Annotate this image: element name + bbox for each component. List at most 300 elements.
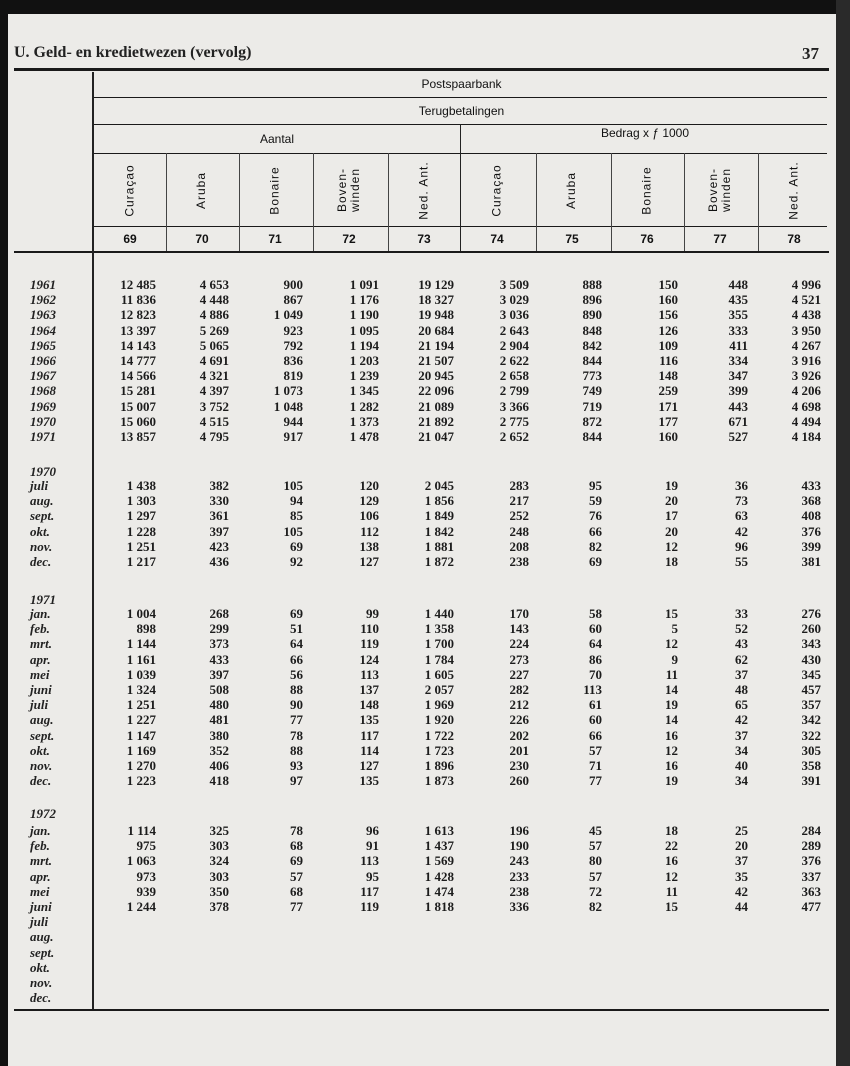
table-cell: 105: [283, 478, 303, 493]
aantal-heading: Aantal: [259, 132, 295, 146]
table-cell: 1 700: [424, 636, 454, 652]
table-cell: 12: [665, 636, 678, 652]
table-cell: 406: [209, 758, 229, 773]
table-cell: 64: [589, 636, 602, 652]
table-cell: 114: [360, 742, 379, 758]
table-cell: 72: [589, 883, 602, 899]
table-cell: 112: [360, 523, 379, 539]
table-cell: 1 091: [349, 277, 379, 292]
table-cell: 21 089: [418, 398, 454, 414]
table-cell: 324: [209, 853, 229, 869]
table-cell: 1 176: [349, 292, 379, 308]
table-cell: 36: [735, 478, 748, 493]
table-cell: 303: [209, 838, 229, 854]
table-row: [0, 914, 836, 929]
table-row: [0, 383, 836, 398]
table-cell: 21 507: [418, 353, 454, 368]
table-row: [0, 368, 836, 383]
table-cell: 357: [801, 697, 821, 713]
table-cell: 448: [728, 277, 748, 292]
table-cell: 333: [728, 322, 748, 338]
table-row: [0, 478, 836, 493]
table-cell: 322: [801, 727, 821, 743]
column-header: [758, 155, 830, 225]
row-label: feb.: [30, 621, 50, 637]
table-cell: 1 049: [273, 307, 303, 323]
table-cell: 480: [209, 697, 229, 713]
table-cell: 42: [735, 712, 748, 728]
table-cell: 1 873: [424, 773, 454, 789]
column-number: 76: [640, 232, 654, 246]
table-cell: 77: [589, 773, 602, 789]
table-cell: 238: [509, 554, 529, 569]
table-cell: 1 217: [126, 554, 156, 569]
table-cell: 3 752: [199, 398, 229, 414]
table-row: [0, 884, 836, 899]
column-header-label: Curaçao: [122, 163, 137, 217]
table-cell: 88: [290, 682, 303, 697]
table-cell: 343: [801, 636, 821, 652]
row-label: feb.: [30, 838, 50, 854]
table-cell: 1 722: [424, 727, 454, 743]
row-label: mei: [30, 666, 50, 682]
table-cell: 1 227: [126, 712, 156, 728]
table-cell: 66: [589, 523, 602, 539]
table-cell: 25: [735, 823, 748, 838]
table-cell: 1 969: [424, 697, 454, 713]
table-cell: 363: [801, 883, 821, 899]
table-row: [0, 524, 836, 539]
table-cell: 18 327: [418, 292, 454, 308]
table-cell: 116: [659, 353, 678, 368]
table-cell: 170: [509, 606, 529, 621]
table-cell: 334: [728, 353, 748, 368]
table-cell: 418: [209, 773, 229, 789]
table-cell: 58: [589, 606, 602, 621]
column-number: 75: [565, 232, 579, 246]
table-cell: 42: [735, 883, 748, 899]
table-cell: 917: [283, 429, 303, 444]
row-label: apr.: [30, 868, 51, 884]
row-label: apr.: [30, 651, 51, 667]
table-cell: 127: [359, 758, 379, 773]
table-cell: 34: [735, 773, 748, 789]
table-cell: 11: [665, 666, 678, 682]
row-label: 1962: [30, 292, 56, 308]
table-cell: 848: [582, 322, 602, 338]
column-number: 71: [268, 232, 282, 246]
table-row: [0, 728, 836, 743]
column-number: 73: [417, 232, 431, 246]
table-cell: 18: [665, 823, 678, 838]
table-row: [0, 853, 836, 868]
table-cell: 70: [589, 666, 602, 682]
table-row: [0, 323, 836, 338]
row-label: okt.: [30, 742, 50, 758]
table-cell: 773: [582, 368, 602, 384]
table-cell: 117: [360, 727, 379, 743]
table-cell: 1 144: [126, 636, 156, 652]
row-label: okt.: [30, 523, 50, 539]
table-cell: 276: [801, 606, 821, 621]
table-cell: 57: [290, 868, 303, 884]
table-cell: 86: [589, 651, 602, 667]
table-cell: 4 448: [199, 292, 229, 308]
table-cell: 69: [290, 606, 303, 621]
table-cell: 16: [665, 853, 678, 869]
table-cell: 457: [801, 682, 821, 697]
table-cell: 57: [589, 868, 602, 884]
table-cell: 433: [209, 651, 229, 667]
table-cell: 127: [359, 554, 379, 569]
column-number: 74: [490, 232, 504, 246]
table-cell: 1 437: [424, 838, 454, 854]
table-cell: 890: [582, 307, 602, 323]
table-cell: 3 950: [791, 322, 821, 338]
table-cell: 1 251: [126, 538, 156, 554]
table-cell: 325: [209, 823, 229, 838]
table-cell: 11 836: [120, 292, 156, 308]
table-cell: 44: [735, 899, 748, 914]
table-cell: 3 926: [791, 368, 821, 384]
row-label: aug.: [30, 493, 54, 509]
column-header: [684, 155, 756, 225]
table-cell: 411: [729, 337, 748, 353]
table-cell: 1 223: [126, 773, 156, 789]
table-cell: 284: [801, 823, 821, 838]
column-header: [166, 155, 238, 225]
table-cell: 1 063: [126, 853, 156, 869]
table-cell: 55: [735, 554, 748, 569]
table-cell: 4 691: [199, 353, 229, 368]
table-cell: 381: [801, 554, 821, 569]
table-cell: 60: [589, 712, 602, 728]
table-row: [0, 277, 836, 292]
table-cell: 5 269: [199, 322, 229, 338]
table-cell: 3 366: [499, 398, 529, 414]
table-cell: 65: [735, 697, 748, 713]
table-cell: 63: [735, 508, 748, 524]
row-label: juni: [30, 682, 52, 697]
table-cell: 423: [209, 538, 229, 554]
table-cell: 95: [589, 478, 602, 493]
table-cell: 397: [209, 666, 229, 682]
table-cell: 1 244: [126, 899, 156, 914]
row-label: sept.: [30, 727, 55, 743]
table-cell: 4 397: [199, 383, 229, 399]
table-cell: 226: [509, 712, 529, 728]
table-cell: 1 297: [126, 508, 156, 524]
table-row: [0, 554, 836, 569]
table-cell: 238: [509, 883, 529, 899]
row-label: 1963: [30, 307, 56, 323]
table-cell: 96: [735, 538, 748, 554]
row-label: jan.: [30, 606, 51, 621]
table-cell: 37: [735, 727, 748, 743]
column-header-label: Ned. Ant.: [416, 160, 431, 220]
row-label: dec.: [30, 990, 52, 1006]
table-row: [0, 838, 836, 853]
table-cell: 373: [209, 636, 229, 652]
table-cell: 201: [509, 742, 529, 758]
table-cell: 2 622: [499, 353, 529, 368]
table-cell: 477: [801, 899, 821, 914]
table-cell: 382: [209, 478, 229, 493]
table-cell: 1 239: [349, 368, 379, 384]
table-row: [0, 399, 836, 414]
table-cell: 88: [290, 742, 303, 758]
table-cell: 975: [136, 838, 156, 854]
table-cell: 35: [735, 868, 748, 884]
table-cell: 1 872: [424, 554, 454, 569]
table-cell: 399: [728, 383, 748, 399]
table-cell: 345: [801, 666, 821, 682]
table-cell: 260: [509, 773, 529, 789]
row-label: dec.: [30, 554, 52, 569]
table-cell: 2 799: [499, 383, 529, 399]
table-cell: 368: [801, 493, 821, 509]
table-cell: 282: [509, 682, 529, 697]
table-cell: 1 251: [126, 697, 156, 713]
table-cell: 71: [589, 758, 602, 773]
table-cell: 836: [283, 353, 303, 368]
table-cell: 20: [665, 493, 678, 509]
table-cell: 4 996: [791, 277, 821, 292]
table-cell: 51: [290, 621, 303, 637]
table-cell: 1 147: [126, 727, 156, 743]
table-cell: 4 886: [199, 307, 229, 323]
table-cell: 12 823: [120, 307, 156, 323]
table-cell: 22: [665, 838, 678, 854]
table-cell: 57: [589, 742, 602, 758]
table-cell: 13 397: [120, 322, 156, 338]
table-cell: 52: [735, 621, 748, 637]
bottom-rule: [14, 1009, 829, 1011]
column-header: [313, 155, 385, 225]
table-cell: 1 270: [126, 758, 156, 773]
table-cell: 1 073: [273, 383, 303, 399]
table-cell: 15 281: [120, 383, 156, 399]
table-cell: 350: [209, 883, 229, 899]
page-title: U. Geld- en kredietwezen (vervolg): [14, 44, 252, 61]
table-cell: 20 684: [418, 322, 454, 338]
table-row: [0, 539, 836, 554]
table-row: [0, 338, 836, 353]
table-cell: 91: [366, 838, 379, 854]
table-cell: 137: [359, 682, 379, 697]
table-cell: 1 842: [424, 523, 454, 539]
table-cell: 14: [665, 712, 678, 728]
table-cell: 443: [728, 398, 748, 414]
table-cell: 1 605: [424, 666, 454, 682]
table-cell: 248: [509, 523, 529, 539]
table-row: [0, 493, 836, 508]
table-cell: 1 345: [349, 383, 379, 399]
table-cell: 376: [801, 853, 821, 869]
table-cell: 1 474: [424, 883, 454, 899]
table-cell: 78: [290, 727, 303, 743]
table-cell: 1 478: [349, 429, 379, 444]
row-label: juni: [30, 899, 52, 914]
table-cell: 347: [728, 368, 748, 384]
row-label: 1964: [30, 322, 56, 338]
table-cell: 19: [665, 478, 678, 493]
table-cell: 2 658: [499, 368, 529, 384]
table-cell: 82: [589, 899, 602, 914]
table-cell: 671: [728, 413, 748, 429]
table-cell: 208: [509, 538, 529, 554]
table-cell: 1 004: [126, 606, 156, 621]
table-cell: 143: [509, 621, 529, 637]
column-header: [611, 155, 683, 225]
table-cell: 289: [801, 838, 821, 854]
table-cell: 358: [801, 758, 821, 773]
subgroup-heading: Terugbetalingen: [418, 104, 505, 118]
table-cell: 273: [509, 651, 529, 667]
table-cell: 4 438: [791, 307, 821, 323]
table-cell: 1 048: [273, 398, 303, 414]
table-row: [0, 414, 836, 429]
table-cell: 37: [735, 853, 748, 869]
table-cell: 973: [136, 868, 156, 884]
table-row: [0, 823, 836, 838]
row-label: dec.: [30, 773, 52, 789]
table-cell: 68: [290, 838, 303, 854]
table-cell: 408: [801, 508, 821, 524]
table-cell: 177: [658, 413, 678, 429]
table-cell: 160: [658, 292, 678, 308]
table-cell: 68: [290, 883, 303, 899]
column-header: [94, 155, 166, 225]
table-cell: 19 948: [418, 307, 454, 323]
table-cell: 1 358: [424, 621, 454, 637]
table-cell: 19: [665, 773, 678, 789]
table-cell: 4 206: [791, 383, 821, 399]
table-cell: 119: [360, 899, 379, 914]
table-cell: 96: [366, 823, 379, 838]
table-row: [0, 945, 836, 960]
table-cell: 749: [582, 383, 602, 399]
table-cell: 4 321: [199, 368, 229, 384]
table-cell: 148: [359, 697, 379, 713]
table-cell: 4 494: [791, 413, 821, 429]
table-row: [0, 606, 836, 621]
table-cell: 2 904: [499, 337, 529, 353]
table-row: [0, 682, 836, 697]
table-cell: 337: [801, 868, 821, 884]
column-header-label: Ned. Ant.: [786, 160, 801, 220]
table-row: [0, 758, 836, 773]
table-cell: 156: [658, 307, 678, 323]
table-cell: 59: [589, 493, 602, 509]
table-cell: 15: [665, 606, 678, 621]
row-label: 1971: [30, 429, 56, 444]
table-cell: 2 643: [499, 322, 529, 338]
table-cell: 2 775: [499, 413, 529, 429]
table-cell: 97: [290, 773, 303, 789]
table-cell: 299: [209, 621, 229, 637]
table-row: [0, 307, 836, 322]
table-cell: 196: [509, 823, 529, 838]
table-cell: 230: [509, 758, 529, 773]
table-cell: 69: [589, 554, 602, 569]
table-row: [0, 773, 836, 788]
table-cell: 433: [801, 478, 821, 493]
table-cell: 719: [582, 398, 602, 414]
table-cell: 430: [801, 651, 821, 667]
table-cell: 397: [209, 523, 229, 539]
row-label: 1967: [30, 368, 56, 384]
table-cell: 342: [801, 712, 821, 728]
row-label: nov.: [30, 758, 53, 773]
table-cell: 12: [665, 868, 678, 884]
table-cell: 1 095: [349, 322, 379, 338]
table-cell: 378: [209, 899, 229, 914]
table-cell: 1 114: [127, 823, 156, 838]
table-cell: 110: [360, 621, 379, 637]
table-cell: 391: [801, 773, 821, 789]
table-cell: 792: [283, 337, 303, 353]
table-cell: 61: [589, 697, 602, 713]
table-cell: 217: [509, 493, 529, 509]
row-label: 1969: [30, 398, 56, 414]
table-cell: 361: [209, 508, 229, 524]
table-cell: 3 029: [499, 292, 529, 308]
row-label: 1965: [30, 337, 56, 353]
table-cell: 80: [589, 853, 602, 869]
table-cell: 11: [665, 883, 678, 899]
table-cell: 19: [665, 697, 678, 713]
table-cell: 60: [589, 621, 602, 637]
table-row: [0, 899, 836, 914]
section-year-label: 1971: [30, 592, 56, 607]
table-cell: 135: [359, 712, 379, 728]
table-cell: 944: [283, 413, 303, 429]
table-row: [0, 652, 836, 667]
row-label: sept.: [30, 508, 55, 524]
column-header-label: Aruba: [194, 171, 209, 209]
table-cell: 283: [509, 478, 529, 493]
table-cell: 129: [359, 493, 379, 509]
table-cell: 19 129: [418, 277, 454, 292]
table-cell: 1 169: [126, 742, 156, 758]
table-cell: 94: [290, 493, 303, 509]
table-cell: 1 849: [424, 508, 454, 524]
table-cell: 57: [589, 838, 602, 854]
table-cell: 113: [583, 682, 602, 697]
table-cell: 1 613: [424, 823, 454, 838]
table-cell: 527: [728, 429, 748, 444]
section-year-label: 1970: [30, 464, 56, 479]
column-header-label: Curaçao: [489, 163, 504, 217]
table-cell: 66: [290, 651, 303, 667]
column-number: 78: [787, 232, 801, 246]
table-cell: 233: [509, 868, 529, 884]
table-cell: 20 945: [418, 368, 454, 384]
table-cell: 3 916: [791, 353, 821, 368]
table-row: [0, 975, 836, 990]
table-cell: 171: [658, 398, 678, 414]
table-cell: 202: [509, 727, 529, 743]
table-cell: 4 515: [199, 413, 229, 429]
table-cell: 119: [360, 636, 379, 652]
book-edge: [836, 0, 850, 1066]
table-cell: 1 324: [126, 682, 156, 697]
table-cell: 1 161: [126, 651, 156, 667]
table-cell: 4 698: [791, 398, 821, 414]
table-row: [0, 712, 836, 727]
row-label: 1966: [30, 353, 56, 368]
